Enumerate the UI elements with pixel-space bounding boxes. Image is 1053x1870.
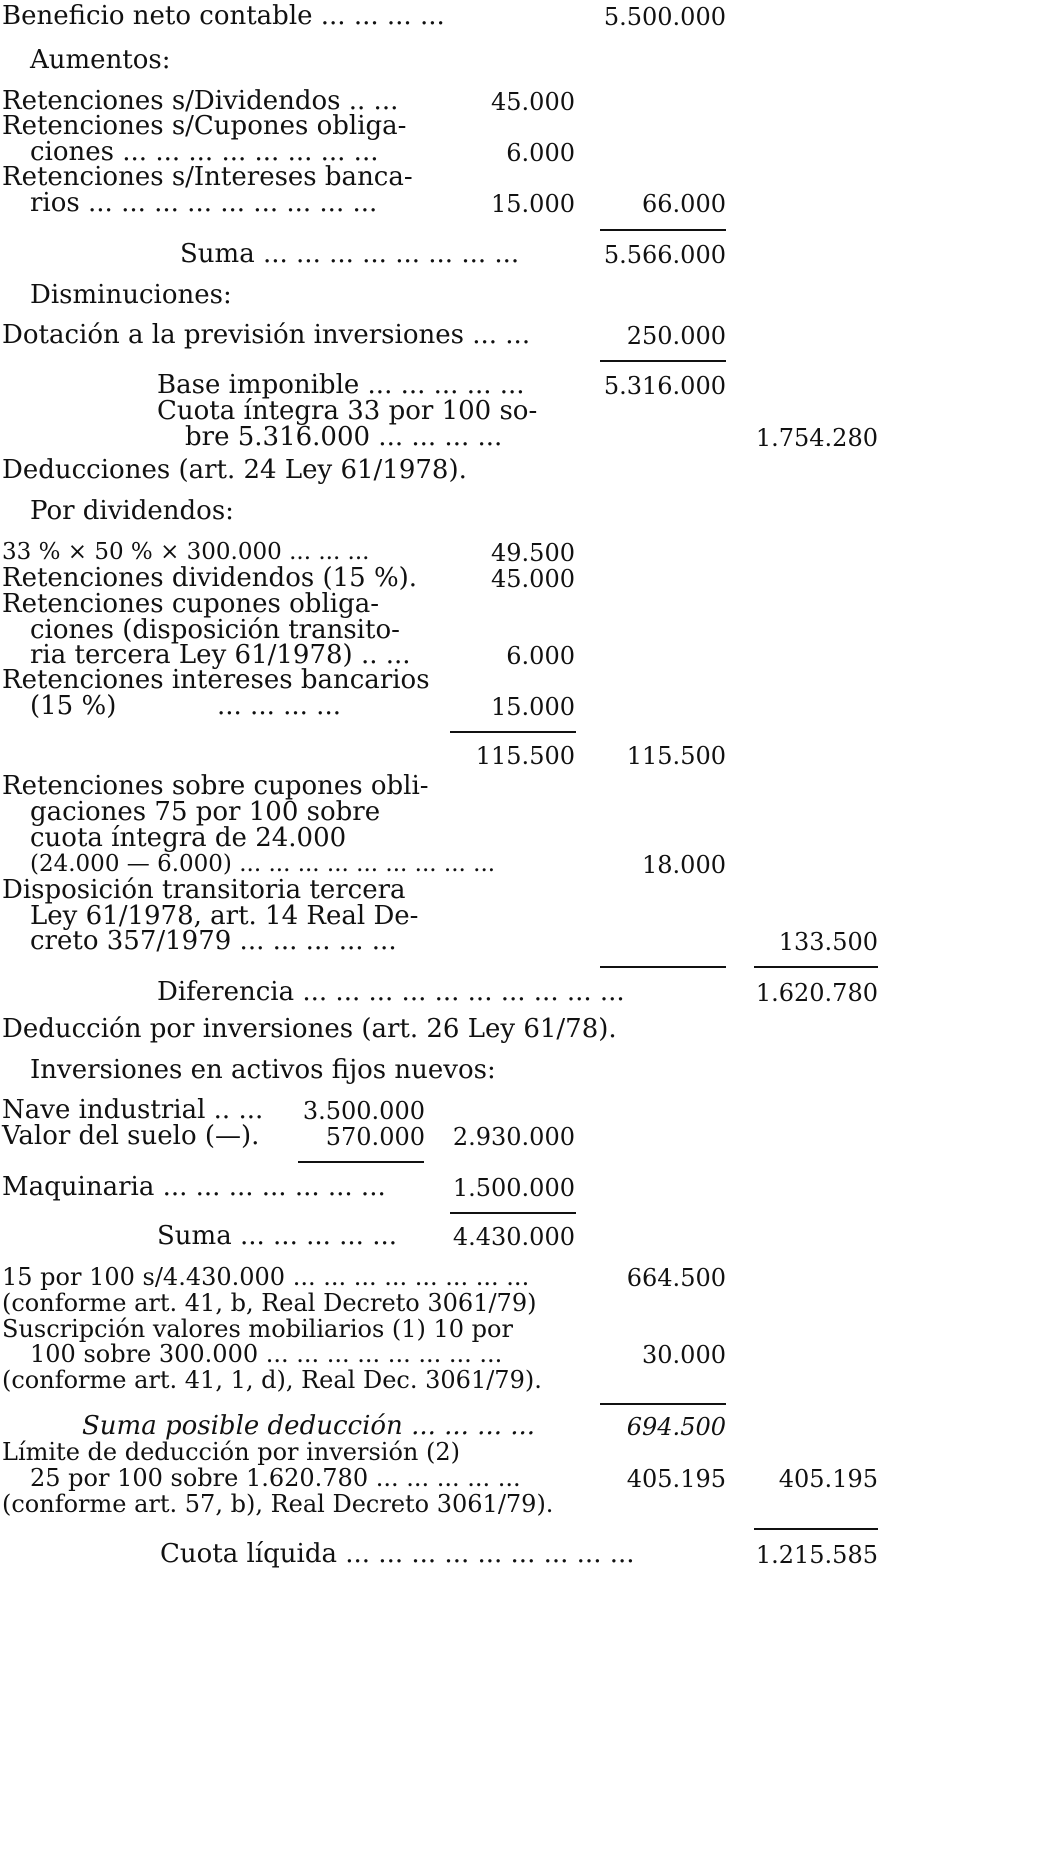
calc-dividendos-value: 49.500 — [491, 539, 575, 567]
disposicion-label-1: Disposición transitoria tercera — [2, 875, 406, 905]
ret-intereses-label-1: Retenciones s/Intereses banca- — [2, 162, 413, 192]
ret-cupones-label-1: Retenciones s/Cupones obliga- — [2, 111, 407, 141]
sum-rule — [450, 1212, 576, 1214]
nave-value: 3.500.000 — [302, 1097, 425, 1125]
ret-intereses-banc-label-1: Retenciones intereses bancarios — [2, 665, 430, 695]
sum-rule — [298, 1161, 424, 1163]
aumentos-total-value: 66.000 — [642, 190, 726, 218]
suelo-label: Valor del suelo (—). — [2, 1121, 260, 1151]
disposicion-label-3: creto 357/1979 ... ... ... ... ... — [30, 926, 397, 956]
nave-label: Nave industrial .. ... — [2, 1095, 264, 1125]
suma1-label: Suma ... ... ... ... ... ... ... ... — [180, 239, 520, 269]
beneficio-value: 5.500.000 — [603, 3, 726, 31]
cuota-integra-label-1: Cuota íntegra 33 por 100 so- — [157, 396, 538, 426]
ret-intereses-value: 15.000 — [491, 190, 575, 218]
ret-intereses-banc-label-2: (15 %) — [30, 691, 117, 721]
deduccion-inversiones-heading: Deducción por inversiones (art. 26 Ley 61/78). — [2, 1014, 617, 1044]
limite-label-3: (conforme art. 57, b), Real Decreto 3061/79). — [2, 1490, 554, 1518]
ret-sobre-cupones-value: 18.000 — [642, 851, 726, 879]
inversiones-activos-heading: Inversiones en activos fijos nuevos: — [30, 1055, 496, 1085]
suma2-value: 4.430.000 — [452, 1223, 575, 1251]
ret-sobre-cupones-label-3: cuota íntegra de 24.000 — [30, 823, 347, 853]
ret-cupones-oblig-value: 6.000 — [506, 642, 575, 670]
base-imponible-value: 5.316.000 — [603, 372, 726, 400]
quince-por-cien-value: 664.500 — [626, 1264, 726, 1292]
ret-cupones-oblig-label-3: ria tercera Ley 61/1978) .. ... — [30, 640, 411, 670]
limite-carried-value: 405.195 — [778, 1465, 878, 1493]
disminuciones-heading: Disminuciones: — [30, 280, 232, 310]
ret-dividendos-label: Retenciones s/Dividendos .. ... — [2, 86, 399, 116]
disposicion-label-2: Ley 61/1978, art. 14 Real De- — [30, 901, 419, 931]
ret-cupones-oblig-label-2: ciones (disposición transito- — [30, 615, 400, 645]
sum-rule — [600, 229, 726, 231]
dotacion-value: 250.000 — [626, 322, 726, 350]
suma1-value: 5.566.000 — [603, 241, 726, 269]
por-dividendos-heading: Por dividendos: — [30, 496, 234, 526]
cuota-liquida-value: 1.215.585 — [755, 1541, 878, 1569]
ret-dividendos-value: 45.000 — [491, 88, 575, 116]
suma-posible-value: 694.500 — [626, 1413, 726, 1441]
subtotal-dividendos-value: 115.500 — [475, 742, 575, 770]
ret-intereses-banc-value: 15.000 — [491, 693, 575, 721]
dotacion-label: Dotación a la previsión inversiones ... ... — [2, 320, 531, 350]
suscripcion-label-3: (conforme art. 41, 1, d), Real Dec. 3061/79). — [2, 1366, 542, 1394]
deducciones-heading: Deducciones (art. 24 Ley 61/1978). — [2, 455, 467, 485]
suelo-value: 570.000 — [325, 1123, 425, 1151]
subtotal-dividendos-carried: 115.500 — [626, 742, 726, 770]
ret-dividendos15-label: Retenciones dividendos (15 %). — [2, 563, 418, 593]
aumentos-heading: Aumentos: — [30, 45, 171, 75]
ret-sobre-cupones-label-2: gaciones 75 por 100 sobre — [30, 797, 381, 827]
sum-rule — [754, 1528, 878, 1530]
maquinaria-value: 1.500.000 — [452, 1174, 575, 1202]
deducciones-total-value: 133.500 — [778, 928, 878, 956]
cuota-integra-value: 1.754.280 — [755, 424, 878, 452]
maquinaria-label: Maquinaria ... ... ... ... ... ... ... — [2, 1172, 386, 1202]
cuota-liquida-label: Cuota líquida ... ... ... ... ... ... ... ... ... — [160, 1539, 635, 1569]
ret-intereses-banc-dots: ... ... ... ... — [217, 691, 341, 721]
ret-intereses-label-2: rios ... ... ... ... ... ... ... ... ... — [30, 188, 378, 218]
sum-rule — [600, 360, 726, 362]
sum-rule — [600, 1403, 726, 1405]
ret-cupones-value: 6.000 — [506, 139, 575, 167]
suscripcion-label-1: Suscripción valores mobiliarios (1) 10 por — [2, 1315, 513, 1343]
limite-value: 405.195 — [626, 1465, 726, 1493]
limite-label-1: Límite de deducción por inversión (2) — [2, 1438, 461, 1466]
quince-por-cien-label-1: 15 por 100 s/4.430.000 ... ... ... ... ... ... ... ... — [2, 1263, 530, 1291]
cuota-integra-label-2: bre 5.316.000 ... ... ... ... — [185, 422, 503, 452]
nave-neto-value: 2.930.000 — [452, 1123, 575, 1151]
ret-dividendos15-value: 45.000 — [491, 565, 575, 593]
suma2-label: Suma ... ... ... ... ... — [157, 1221, 398, 1251]
quince-por-cien-label-2: (conforme art. 41, b, Real Decreto 3061/79) — [2, 1289, 537, 1317]
calc-dividendos-label: 33 % × 50 % × 300.000 ... ... ... — [2, 539, 370, 565]
suscripcion-value: 30.000 — [642, 1341, 726, 1369]
diferencia-label: Diferencia ... ... ... ... ... ... ... ... ... ... — [157, 977, 625, 1007]
suma-posible-label: Suma posible deducción ... ... ... ... — [82, 1411, 536, 1441]
diferencia-value: 1.620.780 — [755, 979, 878, 1007]
limite-label-2: 25 por 100 sobre 1.620.780 ... ... ... ... ... — [30, 1464, 521, 1492]
suscripcion-label-2: 100 sobre 300.000 ... ... ... ... ... ... ... ... — [30, 1340, 503, 1368]
base-imponible-label: Base imponible ... ... ... ... ... — [157, 370, 525, 400]
beneficio-label: Beneficio neto contable ... ... ... ... — [2, 1, 445, 31]
ret-sobre-cupones-label-1: Retenciones sobre cupones obli- — [2, 771, 429, 801]
sum-rule — [450, 731, 576, 733]
ret-cupones-oblig-label-1: Retenciones cupones obliga- — [2, 589, 380, 619]
ret-sobre-cupones-label-4: (24.000 — 6.000) ... ... ... ... ... ... ... ... ... — [30, 851, 496, 877]
ret-cupones-label-2: ciones ... ... ... ... ... ... ... ... — [30, 137, 379, 167]
sum-rule — [600, 966, 726, 968]
sum-rule — [754, 966, 878, 968]
